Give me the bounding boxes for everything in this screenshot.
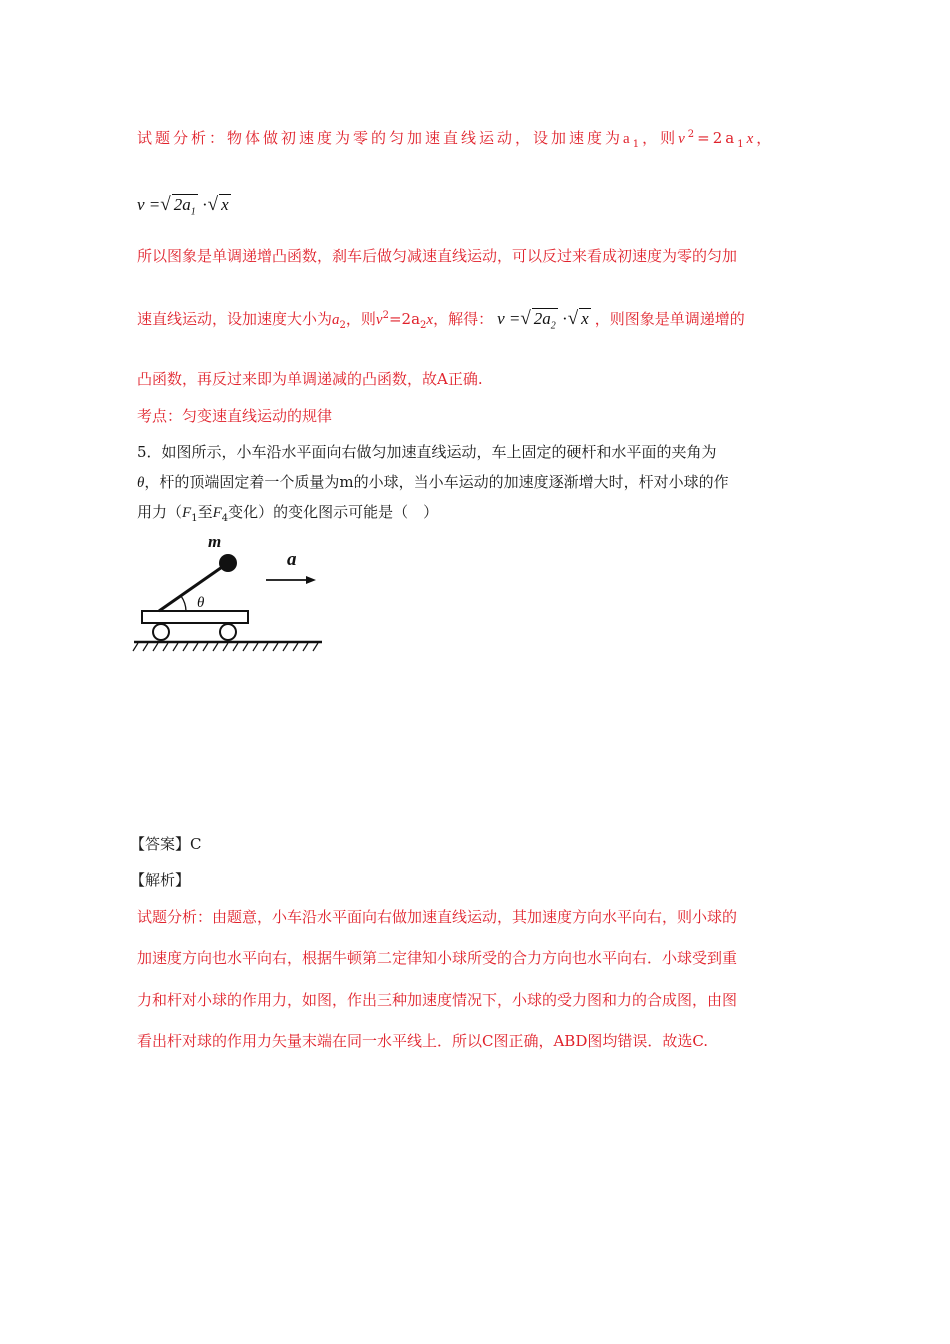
- sup-2: 2: [382, 310, 389, 321]
- answer-line1: 试题分析：由题意，小车沿水平面向右做加速直线运动，其加速度方向水平向右，则小球的: [137, 908, 738, 926]
- theta-symbol: θ: [137, 475, 145, 491]
- accel-label: a: [287, 549, 297, 570]
- kaodian: 考点：匀变速直线运动的规律: [137, 407, 333, 425]
- analysis1-line3-end: ，则图象是单调递增的: [594, 310, 745, 328]
- sub-eq2: 2: [420, 320, 427, 331]
- analysis1-line1: [137, 127, 774, 150]
- sub-f1: 1: [191, 513, 198, 524]
- cart-figure: [132, 530, 328, 655]
- text-ze: ，则: [345, 310, 376, 328]
- radical-icon: √: [160, 194, 171, 215]
- eq-2a: =2a: [388, 310, 421, 328]
- text-ze: ，则: [642, 129, 679, 147]
- text-end: 变化）的变化图示可能是（ ）: [228, 503, 439, 521]
- cart-body: [142, 611, 248, 623]
- sub-f4: 4: [221, 513, 229, 524]
- eq-2a: =2a: [697, 129, 738, 147]
- question5-line3: [137, 501, 438, 524]
- arrow-head-icon: [306, 576, 316, 584]
- analysis1-line2: 所以图象是单调递增凸函数，刹车后做匀减速直线运动，可以反过来看成初速度为零的匀加: [137, 247, 738, 265]
- radicand-sub: 2: [550, 320, 556, 332]
- analysis1-line4: 凸函数，再反过来即为单调递减的凸函数，故A正确.: [137, 370, 483, 388]
- var-x: x: [746, 131, 757, 147]
- sup-2: 2: [687, 129, 698, 140]
- answer-line2: 加速度方向也水平向右，根据牛顿第二定律知小球所受的合力方向也水平向右．小球受到重: [137, 949, 738, 967]
- text-pre: 用力（: [137, 503, 183, 521]
- var-v: v: [375, 312, 383, 328]
- radicand-2a: 2a: [173, 195, 191, 214]
- radicand-sub: 1: [190, 206, 196, 218]
- formula-v1: [137, 194, 231, 217]
- mass-label: m: [208, 532, 222, 551]
- comma: ，: [756, 129, 775, 147]
- question5-line2: [137, 471, 729, 492]
- angle-label: θ: [197, 595, 205, 611]
- var-a2: a: [332, 312, 340, 328]
- radicand-2a: 2a: [533, 309, 551, 328]
- analysis1-line3: [137, 308, 745, 331]
- answer-label: 【答案】C: [130, 835, 202, 853]
- radical-icon: √: [567, 308, 579, 329]
- ball: [219, 554, 237, 572]
- sub-2: 2: [339, 320, 346, 331]
- dot: ·: [562, 309, 568, 328]
- formula-lhs: v =: [137, 195, 161, 214]
- wheel-left: [153, 624, 169, 640]
- analysis1-line1-text: 试题分析：物体做初速度为零的匀加速直线运动，设加速度为: [137, 129, 624, 147]
- ground-hatch: [133, 643, 318, 651]
- analysis1-line3-text: 速直线运动，设加速度大小为: [137, 310, 333, 328]
- answer-line4: 看出杆对球的作用力矢量末端在同一水平线上．所以C图正确，ABD图均错误．故选C.: [137, 1032, 709, 1050]
- angle-arc: [181, 596, 186, 611]
- formula-lhs: v =: [497, 309, 521, 328]
- question5-line1: 5．如图所示，小车沿水平面向右做匀加速直线运动，车上固定的硬杆和水平面的夹角为: [137, 443, 717, 461]
- sub-eq1: 1: [737, 139, 747, 150]
- radicand-x: x: [581, 309, 589, 328]
- text-jiede: ，解得：: [433, 310, 494, 328]
- var-f4: F: [212, 505, 222, 521]
- radical-icon: √: [520, 308, 531, 329]
- var-x: x: [426, 312, 434, 328]
- radicand-x: x: [221, 195, 229, 214]
- text-zhi: 至: [197, 503, 213, 521]
- dot: ·: [201, 195, 208, 214]
- wheel-right: [220, 624, 236, 640]
- var-f1: F: [182, 505, 192, 521]
- analysis-label: 【解析】: [130, 871, 191, 889]
- question5-line2-text: ，杆的顶端固定着一个质量为m的小球，当小车运动的加速度逐渐增大时，杆对小球的作: [144, 473, 729, 491]
- var-a1: a: [623, 131, 633, 147]
- formula-v2: [497, 308, 591, 331]
- radical-icon: √: [207, 194, 219, 215]
- var-v: v: [678, 131, 688, 147]
- sub-1: 1: [632, 139, 643, 150]
- rod: [159, 565, 225, 611]
- answer-line3: 力和杆对小球的作用力，如图，作出三种加速度情况下，小球的受力图和力的合成图，由图: [137, 991, 738, 1009]
